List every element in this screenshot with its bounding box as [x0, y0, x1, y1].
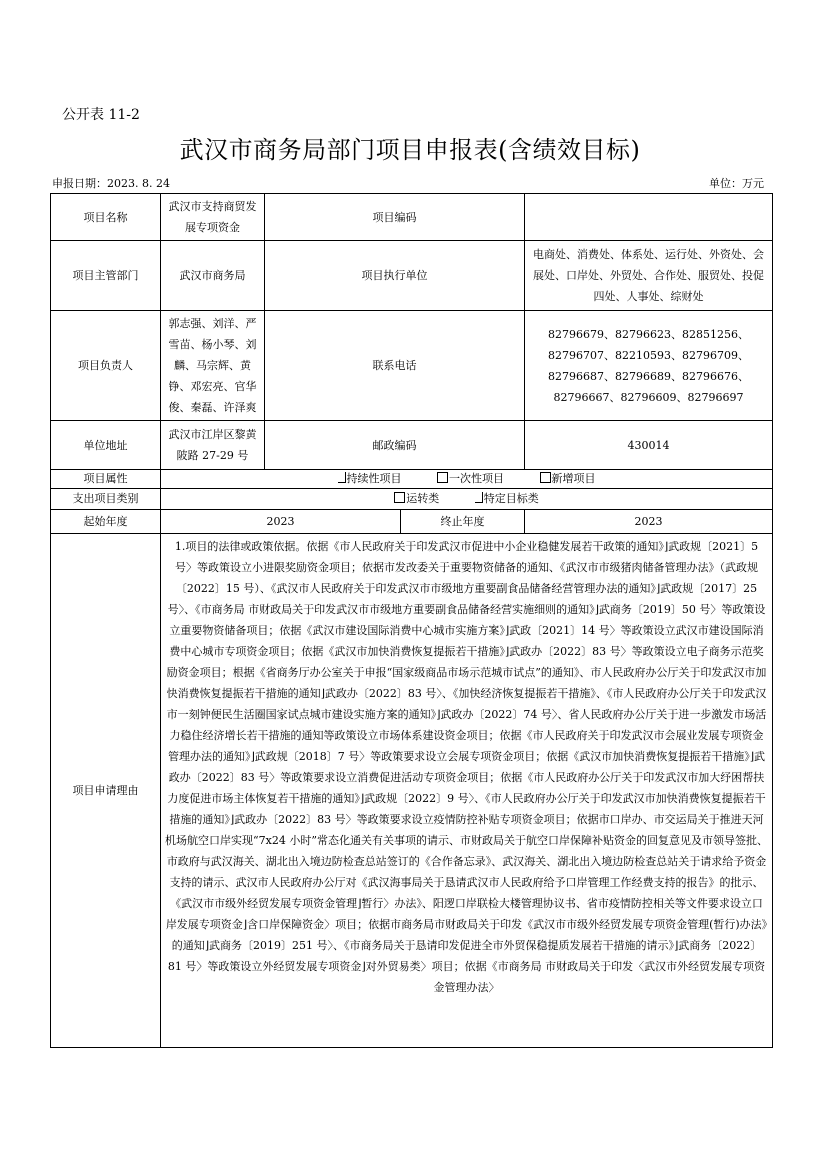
checked-icon [338, 472, 346, 483]
attr-option-new[interactable]: 新增项目 [540, 472, 596, 486]
attribute-options [161, 470, 773, 489]
row-reason [51, 534, 773, 1048]
attr-option-onetime[interactable]: 一次性项目 [437, 472, 504, 486]
project-name-value: 武汉市支持商贸发展专项资金 [161, 194, 265, 241]
phone-value: 82796679、82796623、82851256、82796707、82210593、82796709、82796687、82796689、82796676、82796667、82796609、82796697 [525, 311, 773, 421]
project-name-label: 项目名称 [51, 194, 161, 241]
expense-type-label: 支出项目类别 [51, 489, 161, 510]
attr-option-continuous[interactable]: 持续性项目 [338, 472, 402, 486]
row-years [51, 510, 773, 534]
expense-option-operating[interactable]: 运转类 [394, 491, 439, 507]
reason-label: 项目申请理由 [51, 534, 161, 1048]
checkbox-icon [394, 492, 405, 503]
start-year-value: 2023 [161, 510, 401, 534]
project-code-label: 项目编码 [265, 194, 525, 241]
expense-option-specific[interactable]: 特定目标类 [475, 491, 539, 507]
checkbox-icon [437, 472, 448, 483]
address-value: 武汉市江岸区黎黄陂路 27-29 号 [161, 421, 265, 470]
attribute-label: 项目属性 [51, 470, 161, 489]
end-year-value: 2023 [525, 510, 773, 534]
row-project-name [51, 194, 773, 241]
row-project-attribute [51, 470, 773, 489]
row-department [51, 241, 773, 311]
form-number: 公开表 11-2 [62, 107, 140, 123]
page-title: 武汉市商务局部门项目申报表(含绩效目标) [179, 136, 641, 164]
department-value: 武汉市商务局 [161, 241, 265, 311]
project-code-value [525, 194, 773, 241]
leader-label: 项目负责人 [51, 311, 161, 421]
expense-type-options [161, 489, 773, 510]
row-expense-type [51, 489, 773, 510]
reason-text: 1.项目的法律或政策依据。依据《市人民政府关于印发武汉市促进中小企业稳健发展若干政策的通知》⌋武政规〔2021〕5 号〉等政策设立小进限奖励资金项目；依据市发改委关于重要物资储备的通知、《武汉市市级猪肉储备管理办法》（武政规〔2022〕15 号）、《武汉市人民政府关于印发武汉市市级地方重要副食品储备经营管理办法的通知》⌋武政规〔2017〕25 号〉、《市商务局 市财政局关于印发武汉市市级地方重要副食品储备经营实施细则的通知》⌋武商务〔2019〕50 号〉等政策设立重要物资储备项目；依据《武汉市建设国际消费中心城市实施方案》⌋武政〔2021〕14 号〉等政策设立武汉市建设国际消费中心城市专项资金项目；依据《武汉市加快消费恢复提振若干措施》⌋武政办〔2022〕83 号〉等政策设立电子商务示范奖励资金项目；根据《省商务厅办公室关于申报“国家级商品市场示范城市试点”的通知》、市人民政府办公厅关于印发武汉市加快消费恢复提振若干措施的通知⌋武政办〔2022〕83 号〉、《加快经济恢复提振若干措施》、《市人民政府办公厅关于印发武汉市一刻钟便民生活圈国家试点城市建设实施方案的通知》⌋武政办〔2022〕74 号〉、省人民政府办公厅关于进一步激发市场活力稳住经济增长若干措施的通知等政策设立市场体系建设资金项目；依据《市人民政府关于印发武汉市会展业发展专项资金管理办法的通知》⌋武政规〔2018〕7 号〉等政策要求设立会展专项资金项目；依据《武汉市加快消费恢复提振若干措施》⌋武政办〔2022〕83 号〉等政策要求设立消费促进活动专项资金项目；依据《市人民政府办公厅关于印发武汉市加大纾困帮扶力度促进市场主体恢复若干措施的通知》⌋武政规〔2022〕9 号〉、《市人民政府办公厅关于印发武汉市加快消费恢复提振若干措施的通知》⌋武政办〔2022〕83 号〉等政策要求设立疫情防控补贴专项资金项目；依据市口岸办、市交运局关于推进天河机场航空口岸实现“7x24 小时”常态化通关有关事项的请示、市财政局关于航空口岸保障补贴资金的回复意见及市领导签批、市政府与武汉海关、湖北出入境边防检查总站签订的《合作备忘录》、武汉海关、湖北出入境边防检查总站关于请求给予资金支持的请示、武汉市人民政府办公厅对《武汉海事局关于恳请武汉市人民政府给予口岸管理工作经费支持的报告》的批示、《武汉市市级外经贸发展专项资金管理⌋暂行〉办法》、阳逻口岸联检大楼管理协议书、省市疫情防控相关等文件要求设立口岸发展专项资金⌋含口岸保障资金〉项目；依据市商务局市财政局关于印发《武汉市市级外经贸发展专项资金管理(暂行)办法》的通知⌋武商务〔2019〕251 号〉、《市商务局关于恳请印发促进全市外贸保稳提质发展若干措施的请示》⌋武商务〔2022〕81 号〉等政策设立外经贸发展专项资金⌋对外贸易类〉项目；依据《市商务局 市财政局关于印发〈武汉市外经贸发展专项资金管理办法〉 [165, 540, 768, 994]
application-form-table [50, 193, 773, 1048]
checked-icon [475, 492, 483, 503]
exec-unit-label: 项目执行单位 [265, 241, 525, 311]
address-label: 单位地址 [51, 421, 161, 470]
phone-label: 联系电话 [265, 311, 525, 421]
checkbox-icon [540, 472, 551, 483]
row-address [51, 421, 773, 470]
department-label: 项目主管部门 [51, 241, 161, 311]
end-year-label: 终止年度 [401, 510, 525, 534]
postcode-value: 430014 [525, 421, 773, 470]
reason-cell [161, 534, 773, 1048]
leader-value: 郭志强、刘洋、严雪苗、杨小琴、刘麟、马宗辉、黄铮、邓宏亮、官华俊、秦磊、许泽爽 [161, 311, 265, 421]
start-year-label: 起始年度 [51, 510, 161, 534]
application-date: 申报日期：2023. 8. 24 [52, 177, 170, 190]
postcode-label: 邮政编码 [265, 421, 525, 470]
row-leader [51, 311, 773, 421]
exec-unit-value: 电商处、消费处、体系处、运行处、外资处、会展处、口岸处、外贸处、合作处、服贸处、投促四处、人事处、综财处 [525, 241, 773, 311]
currency-unit: 单位：万元 [709, 177, 764, 190]
